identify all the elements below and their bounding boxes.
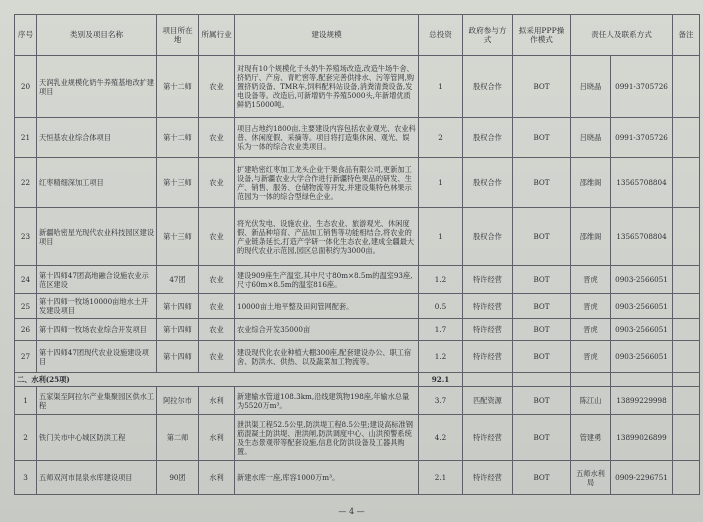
row-remark bbox=[673, 208, 700, 266]
row-gov-mode: 特许经营 bbox=[463, 461, 513, 495]
row-scale: 将光伏发电、设施农业、生态农业、旅游观光、休闲度假、新品种培育、产品加工销售等功能相结合,将农业的产业链条延长,打造产学研一体化生态农业,建成全疆最大的现代农业示范园,园区总面积约为3000亩。 bbox=[235, 208, 419, 266]
row-phone: 0903-2566051 bbox=[611, 341, 673, 373]
row-location: 第十二师 bbox=[157, 118, 199, 158]
row-remark bbox=[673, 319, 700, 341]
table-row bbox=[15, 266, 700, 294]
row-name: 第十四师47团现代农业设施建设项目 bbox=[37, 341, 157, 373]
row-ppp-mode: BOT bbox=[513, 208, 571, 266]
header-remark: 备注 bbox=[673, 15, 700, 56]
row-ppp-mode: BOT bbox=[513, 118, 571, 158]
row-location: 阿拉尔市 bbox=[157, 387, 199, 415]
row-industry: 农业 bbox=[199, 266, 235, 294]
row-name: 五家渠至阿拉尔产业集聚园区供水工程 bbox=[37, 387, 157, 415]
row-location: 第十四师 bbox=[157, 294, 199, 319]
row-location: 90团 bbox=[157, 461, 199, 495]
row-name: 第十四师一牧场农业综合开发项目 bbox=[37, 319, 157, 341]
header-ppp-mode: 拟采用PPP操作模式 bbox=[513, 15, 571, 56]
page-number: — 4 — bbox=[338, 507, 365, 516]
row-location: 第十四师 bbox=[157, 319, 199, 341]
row-gov-mode: 特许经营 bbox=[463, 341, 513, 373]
row-seq: 1 bbox=[15, 387, 37, 415]
header-scale: 建设规模 bbox=[235, 15, 419, 56]
row-person: 邵维阁 bbox=[571, 158, 611, 208]
row-person: 五师水利局 bbox=[571, 461, 611, 495]
table-row bbox=[15, 319, 700, 341]
row-person: 吕晓晶 bbox=[571, 56, 611, 118]
row-scale: 对现有10个规模化千头奶牛养殖场改造,改造牛场牛舍、挤奶厅、产房、青贮窖等,配套完善供排水、污等管网,购置挤奶设备、TMR车,饲料配料站设备,消粪清粪设备,发电设备等。改造后,可新增奶牛养殖5000头,年新增优质鲜奶15000吨。 bbox=[235, 56, 419, 118]
row-scale: 新建水库一座,库容1000万m³。 bbox=[235, 461, 419, 495]
row-investment: 0.5 bbox=[419, 294, 463, 319]
row-investment: 3.7 bbox=[419, 387, 463, 415]
section-title: 二、水利(25项) bbox=[15, 373, 419, 387]
row-seq: 23 bbox=[15, 208, 37, 266]
row-remark bbox=[673, 158, 700, 208]
row-gov-mode: 特许经营 bbox=[463, 415, 513, 461]
row-investment: 1 bbox=[419, 158, 463, 208]
row-remark bbox=[673, 266, 700, 294]
row-phone: 13899026899 bbox=[611, 415, 673, 461]
row-scale: 农业综合开发35000亩 bbox=[235, 319, 419, 341]
row-investment: 1.2 bbox=[419, 266, 463, 294]
table-row bbox=[15, 294, 700, 319]
row-industry: 水利 bbox=[199, 415, 235, 461]
row-gov-mode: 特许经营 bbox=[463, 266, 513, 294]
header-name: 类别及项目名称 bbox=[37, 15, 157, 56]
table-row bbox=[15, 208, 700, 266]
header-gov-mode: 政府参与方式 bbox=[463, 15, 513, 56]
row-name: 第十四师一牧场10000亩地水土开发建设项目 bbox=[37, 294, 157, 319]
row-scale: 泄洪渠工程52.5公里,防洪堤工程8.5公里;建设高标准钢筋混凝土防洪堤、泄洪闸,防洪调度中心、山洪预警系统及生态景观带等配套设施,信息化防洪设备及工器具购置。 bbox=[235, 415, 419, 461]
row-investment: 1.7 bbox=[419, 319, 463, 341]
row-name: 第十四师47团高地融合设施农业示范区建设 bbox=[37, 266, 157, 294]
table-row bbox=[15, 341, 700, 373]
section-row bbox=[15, 373, 700, 387]
row-scale: 扩建哈密红枣加工龙头企业干果食品有限公司,更新加工设备,与新疆农业大学合作进行新疆特色果品的研发、生产、销售、服务、仓储物流等开发,并建设集特色林果示范园为一体的综合型绿色企业。 bbox=[235, 158, 419, 208]
row-phone: 0991-3705726 bbox=[611, 118, 673, 158]
row-seq: 22 bbox=[15, 158, 37, 208]
row-ppp-mode: BOT bbox=[513, 158, 571, 208]
header-contact: 责任人及联系方式 bbox=[571, 15, 673, 56]
row-seq: 20 bbox=[15, 56, 37, 118]
row-seq: 26 bbox=[15, 319, 37, 341]
row-investment: 2.1 bbox=[419, 461, 463, 495]
row-gov-mode: 股权合作 bbox=[463, 118, 513, 158]
table-row bbox=[15, 56, 700, 118]
section-investment: 92.1 bbox=[419, 373, 463, 387]
row-scale: 项目占地约1800亩,主要建设内容包括农业观光、农业科普、休闲度假、采摘等。项目将打造集休闲、观光、娱乐为一体的综合农业类项目。 bbox=[235, 118, 419, 158]
row-person: 晋虎 bbox=[571, 266, 611, 294]
row-phone: 0903-2566051 bbox=[611, 319, 673, 341]
row-seq: 27 bbox=[15, 341, 37, 373]
row-phone: 13899229998 bbox=[611, 387, 673, 415]
row-location: 第二师 bbox=[157, 415, 199, 461]
row-remark bbox=[673, 118, 700, 158]
row-remark bbox=[673, 294, 700, 319]
row-industry: 农业 bbox=[199, 341, 235, 373]
row-seq: 21 bbox=[15, 118, 37, 158]
row-person: 晋虎 bbox=[571, 294, 611, 319]
row-seq: 3 bbox=[15, 461, 37, 495]
row-industry: 水利 bbox=[199, 387, 235, 415]
table-row bbox=[15, 158, 700, 208]
row-investment: 4.2 bbox=[419, 415, 463, 461]
row-remark bbox=[673, 56, 700, 118]
table-row bbox=[15, 415, 700, 461]
row-investment: 1 bbox=[419, 56, 463, 118]
row-ppp-mode: BOT bbox=[513, 294, 571, 319]
row-remark bbox=[673, 415, 700, 461]
row-name: 铁门关市中心城区防洪工程 bbox=[37, 415, 157, 461]
row-ppp-mode: BOT bbox=[513, 341, 571, 373]
row-seq: 2 bbox=[15, 415, 37, 461]
ppp-project-table bbox=[14, 14, 700, 495]
row-ppp-mode: BOT bbox=[513, 266, 571, 294]
row-name: 红枣精细深加工项目 bbox=[37, 158, 157, 208]
row-phone: 13565708804 bbox=[611, 158, 673, 208]
row-ppp-mode: BOT bbox=[513, 387, 571, 415]
row-remark bbox=[673, 387, 700, 415]
table-header-row bbox=[15, 15, 700, 56]
row-phone: 0903-2566051 bbox=[611, 294, 673, 319]
row-gov-mode: 股权合作 bbox=[463, 56, 513, 118]
row-location: 第十四师 bbox=[157, 341, 199, 373]
row-name: 天润乳业规模化奶牛养殖基地改扩建项目 bbox=[37, 56, 157, 118]
row-gov-mode: 特许经营 bbox=[463, 319, 513, 341]
row-scale: 建设现代化农业种植大棚300座,配套建设办公、职工宿舍、防洪水、供热、以及蔬菜加工物流等。 bbox=[235, 341, 419, 373]
row-name: 天恒基农业综合体项目 bbox=[37, 118, 157, 158]
row-industry: 农业 bbox=[199, 56, 235, 118]
header-investment: 总投资 bbox=[419, 15, 463, 56]
row-gov-mode: 股权合作 bbox=[463, 208, 513, 266]
row-phone: 0991-3705726 bbox=[611, 56, 673, 118]
row-industry: 农业 bbox=[199, 319, 235, 341]
row-ppp-mode: BOT bbox=[513, 461, 571, 495]
header-industry: 所属行业 bbox=[199, 15, 235, 56]
row-person: 陈江山 bbox=[571, 387, 611, 415]
row-person: 晋虎 bbox=[571, 341, 611, 373]
row-scale: 建设909座生产温室,其中尺寸80m×8.5m的温室93座,尺寸60m×8.5m的温室816座。 bbox=[235, 266, 419, 294]
table-row bbox=[15, 118, 700, 158]
row-location: 第十三师 bbox=[157, 158, 199, 208]
row-phone: 13565708804 bbox=[611, 208, 673, 266]
row-person: 管建勇 bbox=[571, 415, 611, 461]
row-name: 五师双河市昆泉水库建设项目 bbox=[37, 461, 157, 495]
row-ppp-mode: BOT bbox=[513, 56, 571, 118]
row-scale: 10000亩土地平整及田间管网配套。 bbox=[235, 294, 419, 319]
row-phone: 0903-2566051 bbox=[611, 266, 673, 294]
row-gov-mode: 股权合作 bbox=[463, 158, 513, 208]
row-location: 第十二师 bbox=[157, 56, 199, 118]
row-investment: 2 bbox=[419, 118, 463, 158]
header-location: 项目所在地 bbox=[157, 15, 199, 56]
row-seq: 25 bbox=[15, 294, 37, 319]
row-investment: 1.2 bbox=[419, 341, 463, 373]
row-remark bbox=[673, 341, 700, 373]
row-industry: 农业 bbox=[199, 208, 235, 266]
row-industry: 农业 bbox=[199, 118, 235, 158]
row-scale: 新建输水管道108.3km,沿线建筑物198座,年输水总量为5520万m³。 bbox=[235, 387, 419, 415]
row-location: 47团 bbox=[157, 266, 199, 294]
header-seq: 序号 bbox=[15, 15, 37, 56]
row-industry: 农业 bbox=[199, 294, 235, 319]
row-ppp-mode: BOT bbox=[513, 415, 571, 461]
row-person: 邵维阁 bbox=[571, 208, 611, 266]
row-person: 吕晓晶 bbox=[571, 118, 611, 158]
row-industry: 农业 bbox=[199, 158, 235, 208]
row-location: 第十三师 bbox=[157, 208, 199, 266]
row-name: 新疆哈密星光现代农业科技园区建设项目 bbox=[37, 208, 157, 266]
table-row bbox=[15, 461, 700, 495]
row-phone: 0909-2296751 bbox=[611, 461, 673, 495]
row-ppp-mode: BOT bbox=[513, 319, 571, 341]
row-gov-mode: 匹配资源 bbox=[463, 387, 513, 415]
row-remark bbox=[673, 461, 700, 495]
row-industry: 水利 bbox=[199, 461, 235, 495]
table-row bbox=[15, 387, 700, 415]
row-investment: 1 bbox=[419, 208, 463, 266]
row-person: 晋虎 bbox=[571, 319, 611, 341]
row-seq: 24 bbox=[15, 266, 37, 294]
row-gov-mode: 特许经营 bbox=[463, 294, 513, 319]
